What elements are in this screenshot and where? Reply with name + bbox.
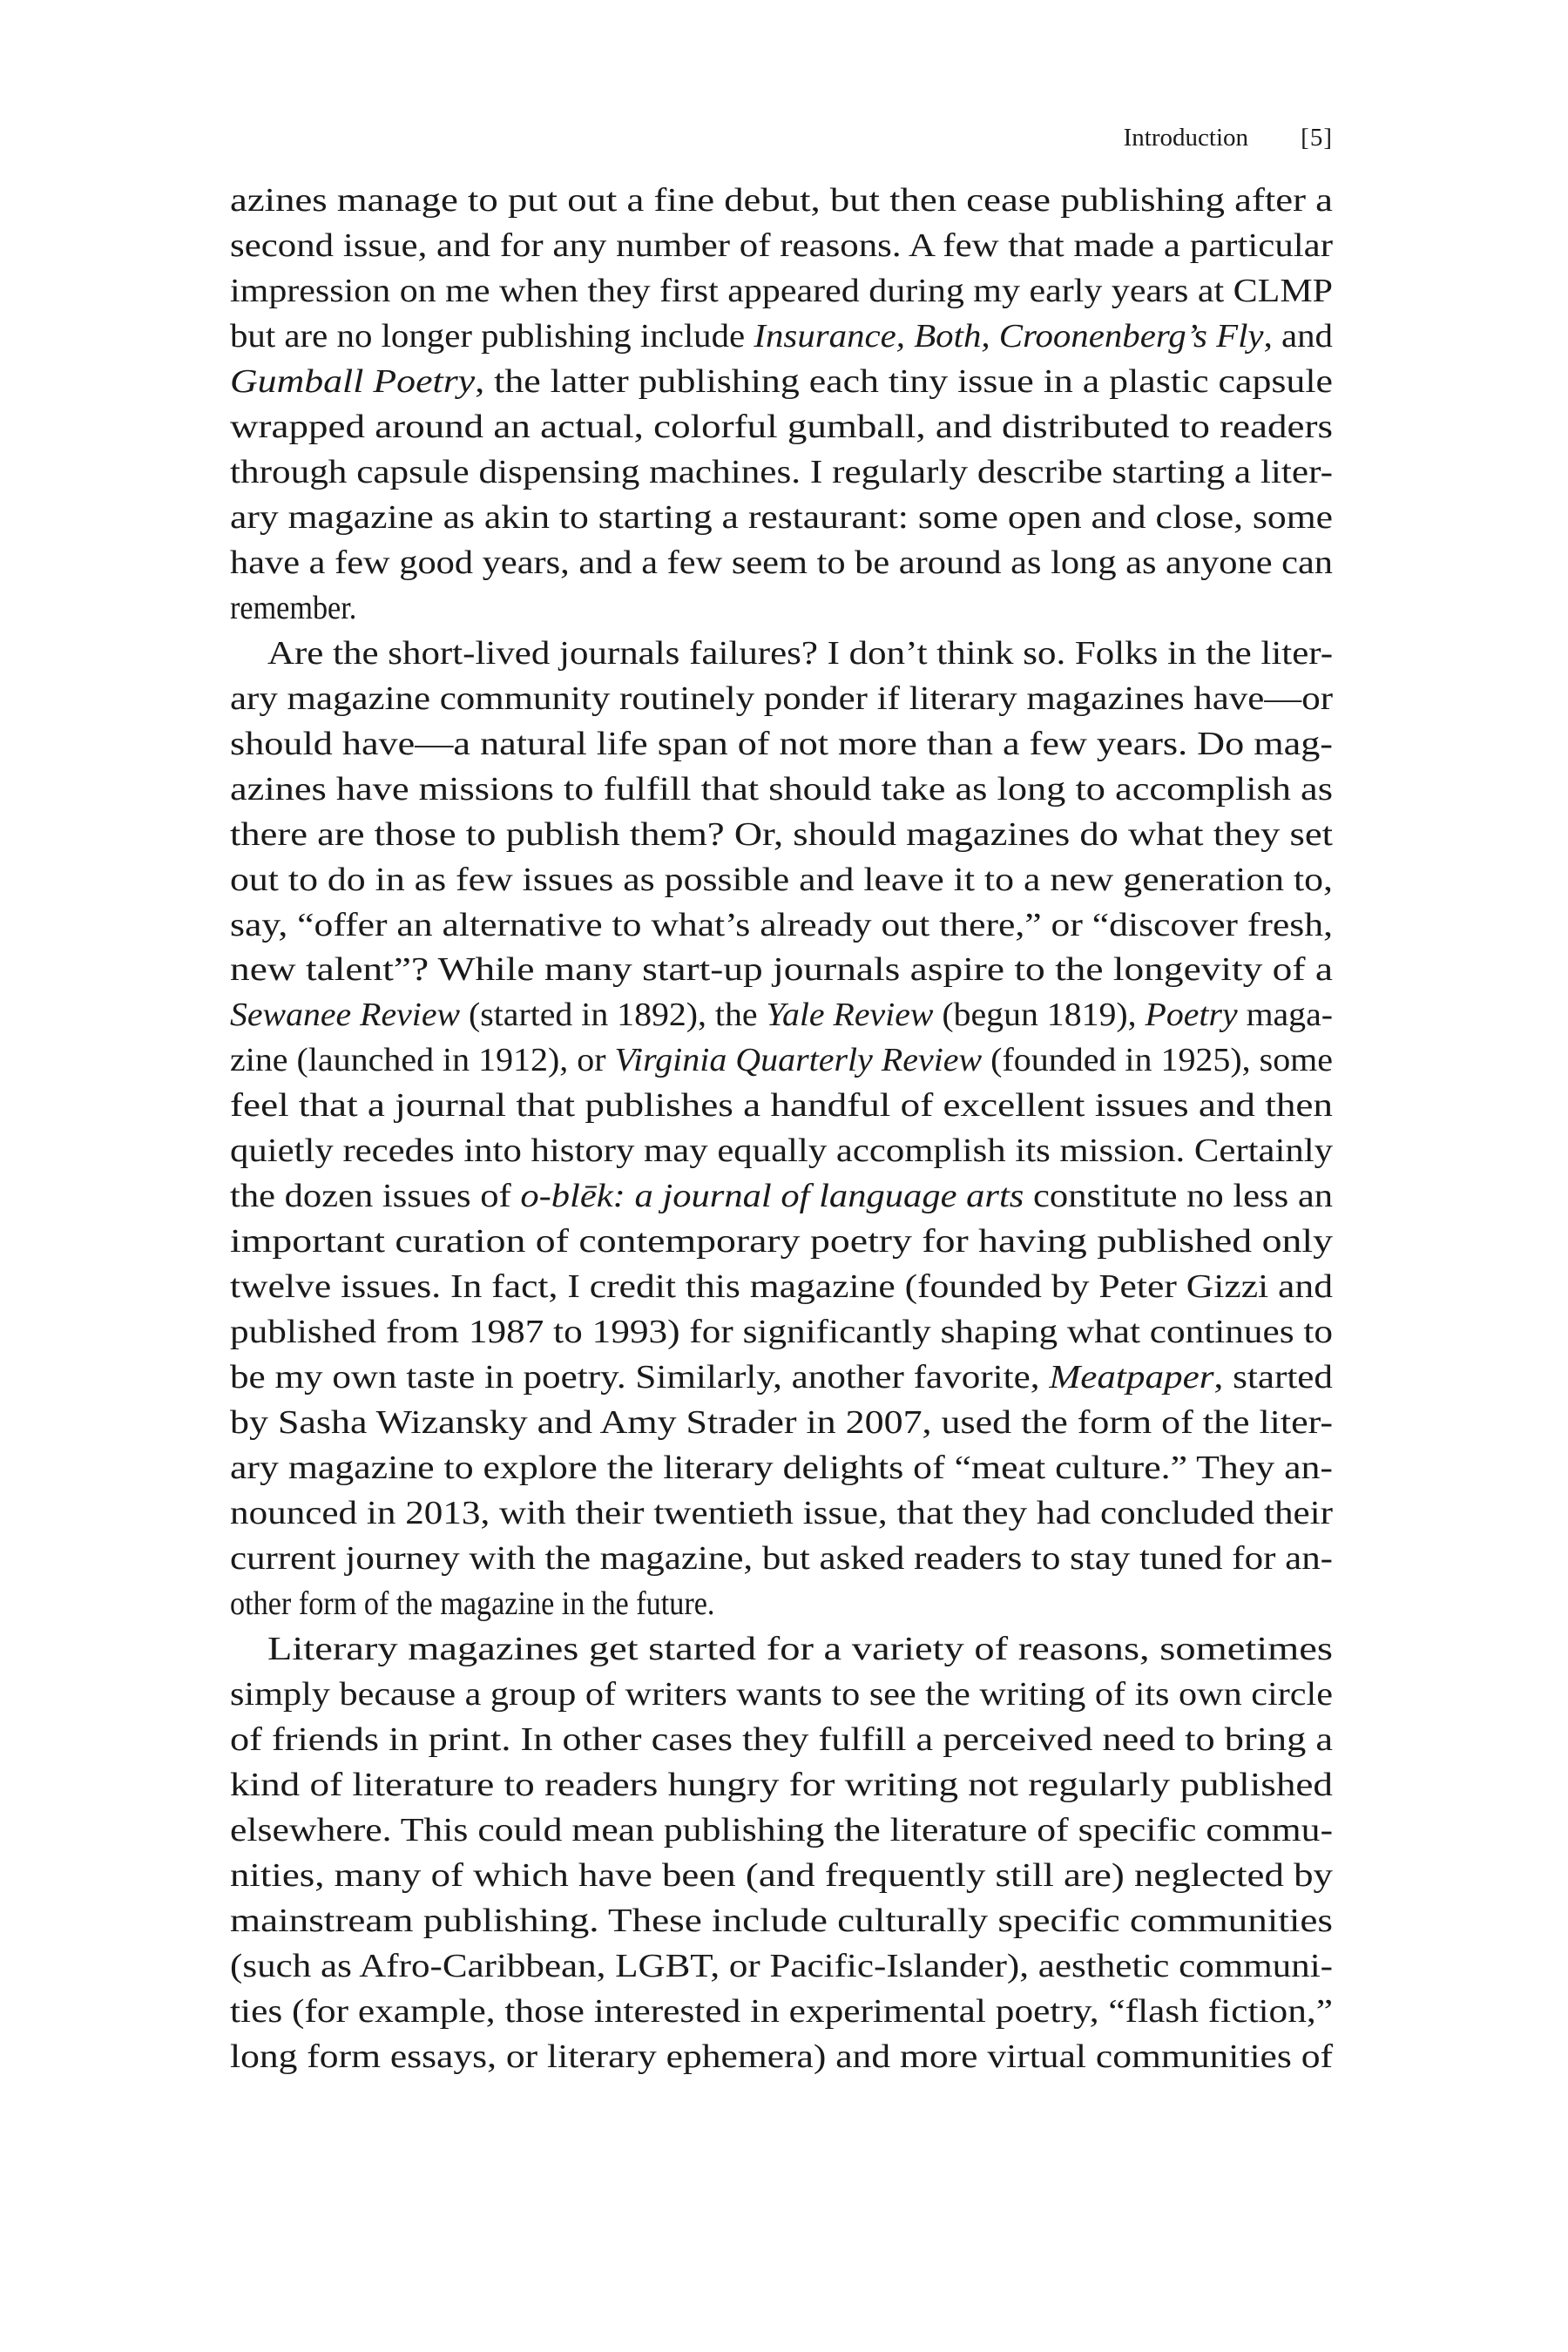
text-line — [230, 1310, 1333, 1355]
text-run: , started — [1213, 1359, 1333, 1396]
text-line-content — [230, 1899, 1333, 1944]
text-line — [230, 1763, 1333, 1808]
text-line-content — [230, 993, 1333, 1038]
text-line — [230, 1854, 1333, 1899]
text-line-content — [230, 586, 356, 632]
text-line — [230, 360, 1333, 405]
text-run: ary magazine as akin to starting a restaurant: some open and close, some — [230, 498, 1333, 536]
text-line-content — [230, 450, 1333, 496]
text-run: (founded in 1925), some — [982, 1042, 1333, 1079]
text-line — [230, 632, 1333, 677]
text-line — [230, 903, 1333, 949]
text-run: ary magazine community routinely ponder if literary magazines have—or — [230, 679, 1333, 717]
text-line-content — [230, 405, 1333, 450]
text-line-content — [230, 858, 1333, 903]
italic-title: Virginia Quarterly Review — [614, 1042, 983, 1079]
text-run: second issue, and for any number of reasons. A few that made a particular — [230, 226, 1333, 264]
text-run: zine (launched in 1912), or — [230, 1042, 615, 1079]
text-line — [230, 948, 1333, 993]
text-run: wrapped around an actual, colorful gumball, and distributed to readers — [230, 408, 1333, 445]
text-run: (started in 1892), the — [460, 997, 767, 1034]
text-line — [230, 1355, 1333, 1401]
text-run: azines have missions to fulfill that should take as long to accomplish as — [230, 770, 1333, 808]
text-line — [230, 722, 1333, 767]
text-run: by Sasha Wizansky and Amy Strader in 2007, used the form of the liter- — [230, 1404, 1333, 1442]
text-line-content — [230, 903, 1333, 949]
text-run: of friends in print. In other cases they fulfill a perceived need to bring a — [230, 1720, 1333, 1758]
text-line — [230, 224, 1333, 269]
text-line-content — [230, 1038, 1333, 1084]
running-head — [958, 122, 1333, 153]
running-head-title: Introduction — [1123, 124, 1248, 152]
text-run: (begun 1819), — [933, 997, 1146, 1034]
page-number: [5] — [1301, 124, 1333, 152]
text-run: say, “offer an alternative to what’s already out there,” or “discover fresh, — [230, 906, 1333, 943]
text-run: impression on me when they first appeared during my early years at CLMP — [230, 272, 1333, 309]
text-line-content — [267, 1627, 1333, 1673]
text-line-content — [230, 767, 1333, 813]
text-line-content — [230, 224, 1333, 269]
text-line-content — [230, 1718, 1333, 1763]
italic-title: Poetry — [1145, 997, 1238, 1034]
text-line-content — [230, 314, 1333, 360]
text-line-content — [267, 632, 1333, 677]
text-run: but are no longer publishing include — [230, 317, 754, 355]
text-line — [230, 1627, 1333, 1673]
text-run: constitute no less an — [1024, 1178, 1333, 1215]
text-line-content — [230, 722, 1333, 767]
paragraph — [230, 179, 1333, 632]
text-line — [230, 269, 1333, 314]
text-run: kind of literature to readers hungry for writing not regularly published — [230, 1766, 1333, 1803]
text-line — [230, 1084, 1333, 1129]
text-line-content — [230, 1537, 1333, 1582]
text-run: through capsule dispensing machines. I regularly describe starting a liter- — [230, 453, 1333, 490]
text-line-content — [230, 1220, 1333, 1265]
text-line-content — [230, 1673, 1333, 1718]
text-line-content — [230, 1174, 1333, 1220]
text-run: , and — [1263, 317, 1333, 355]
text-run: twelve issues. In fact, I credit this magazine (founded by Peter Gizzi and — [230, 1268, 1333, 1306]
text-run: should have—a natural life span of not more than a few years. Do mag- — [230, 725, 1333, 762]
text-line-content — [230, 1129, 1333, 1174]
text-line-content — [230, 813, 1333, 858]
text-run: feel that a journal that publishes a handful of excellent issues and then — [230, 1087, 1333, 1125]
text-line-content — [230, 677, 1333, 722]
text-line — [230, 813, 1333, 858]
text-line — [230, 1718, 1333, 1763]
text-line-content — [230, 1084, 1333, 1129]
text-line — [230, 1491, 1333, 1537]
text-line-content — [230, 179, 1333, 224]
text-run: nities, many of which have been (and frequently still are) neglected by — [230, 1856, 1333, 1894]
text-run: new talent”? While many start-up journals aspire to the longevity of a — [230, 951, 1333, 989]
text-line — [230, 1537, 1333, 1582]
text-line-content — [230, 269, 1333, 314]
italic-title: o-blēk: a journal of language arts — [520, 1178, 1024, 1215]
text-line-content — [230, 360, 1333, 405]
text-line — [230, 1582, 1333, 1627]
paragraph — [230, 1627, 1333, 2080]
text-line — [230, 1129, 1333, 1174]
text-line-content — [230, 1582, 714, 1627]
text-run: be my own taste in poetry. Similarly, another favorite, — [230, 1359, 1050, 1396]
text-run: there are those to publish them? Or, should magazines do what they set — [230, 815, 1333, 853]
italic-title: Yale Review — [766, 997, 934, 1034]
text-run: quietly recedes into history may equally accomplish its mission. Certainly — [230, 1132, 1333, 1170]
text-line-content — [230, 1355, 1333, 1401]
text-line — [230, 179, 1333, 224]
text-line — [230, 1446, 1333, 1491]
text-line-content — [230, 1401, 1333, 1446]
text-run: simply because a group of writers wants to see the writing of its own circle — [230, 1675, 1334, 1713]
text-run: ties (for example, those interested in experimental poetry, “flash fiction,” — [230, 1992, 1333, 2030]
text-line-content — [230, 948, 1333, 993]
text-line-content — [230, 541, 1333, 586]
text-line — [230, 767, 1333, 813]
text-line — [230, 1990, 1333, 2035]
body-text — [230, 179, 1333, 2080]
text-line — [230, 405, 1333, 450]
text-run: published from 1987 to 1993) for significantly shaping what continues to — [230, 1314, 1333, 1351]
text-run: long form essays, or literary ephemera) and more virtual communities of — [230, 2038, 1333, 2075]
text-line — [230, 541, 1333, 586]
italic-title: Meatpaper — [1049, 1359, 1214, 1396]
text-line-content — [230, 1491, 1333, 1537]
text-line — [230, 677, 1333, 722]
italic-title: Sewanee Review — [230, 997, 461, 1034]
text-run: out to do in as few issues as possible and leave it to a new generation to, — [230, 861, 1333, 898]
text-run: current journey with the magazine, but asked readers to stay tuned for an- — [230, 1540, 1333, 1578]
text-run: ary magazine to explore the literary delights of “meat culture.” They an- — [230, 1450, 1333, 1487]
text-run: have a few good years, and a few seem to be around as long as anyone can — [230, 544, 1333, 581]
text-run: important curation of contemporary poetry for having published only — [230, 1223, 1333, 1260]
text-line — [230, 993, 1333, 1038]
text-run: (such as Afro-Caribbean, LGBT, or Pacific-Islander), aesthetic communi- — [230, 1947, 1333, 1984]
text-line-content — [230, 2035, 1333, 2080]
text-run: Literary magazines get started for a variety of reasons, sometimes — [267, 1631, 1333, 1667]
text-line-content — [230, 1990, 1333, 2035]
text-line-content — [230, 1763, 1333, 1808]
text-run: maga- — [1237, 997, 1333, 1034]
text-line — [230, 1220, 1333, 1265]
text-line — [230, 1174, 1333, 1220]
text-line-content — [230, 1310, 1333, 1355]
text-line — [230, 450, 1333, 496]
text-line — [230, 1944, 1333, 1990]
text-line — [230, 586, 1333, 632]
text-line — [230, 1038, 1333, 1084]
text-run: the dozen issues of — [230, 1178, 521, 1215]
text-line-content — [230, 1944, 1333, 1990]
paragraph — [230, 632, 1333, 1627]
italic-title: Insurance, Both, Croonenberg’s Fly — [754, 317, 1264, 355]
text-line — [230, 496, 1333, 541]
italic-title: Gumball Poetry — [230, 362, 476, 400]
text-run: , the latter publishing each tiny issue in a plastic capsule — [475, 362, 1333, 400]
text-line — [230, 1673, 1333, 1718]
text-line-content — [230, 1446, 1333, 1491]
text-line — [230, 314, 1333, 360]
text-line-content — [230, 1854, 1333, 1899]
text-line — [230, 1899, 1333, 1944]
text-line-content — [230, 1808, 1333, 1854]
text-run: Are the short-lived journals failures? I don’t think so. Folks in the liter- — [267, 634, 1333, 672]
text-line — [230, 858, 1333, 903]
text-run: remember. — [230, 589, 357, 626]
text-line — [230, 2035, 1333, 2080]
text-line — [230, 1401, 1333, 1446]
text-run: elsewhere. This could mean publishing the literature of specific commu- — [230, 1811, 1333, 1848]
text-line-content — [230, 496, 1333, 541]
text-line-content — [230, 1265, 1333, 1310]
text-run: other form of the magazine in the future. — [230, 1585, 715, 1623]
text-line — [230, 1265, 1333, 1310]
text-run: nounced in 2013, with their twentieth issue, that they had concluded their — [230, 1495, 1333, 1532]
text-run: mainstream publishing. These include culturally specific communities — [230, 1902, 1333, 1939]
text-line — [230, 1808, 1333, 1854]
text-run: azines manage to put out a fine debut, but then cease publishing after a — [230, 182, 1333, 219]
